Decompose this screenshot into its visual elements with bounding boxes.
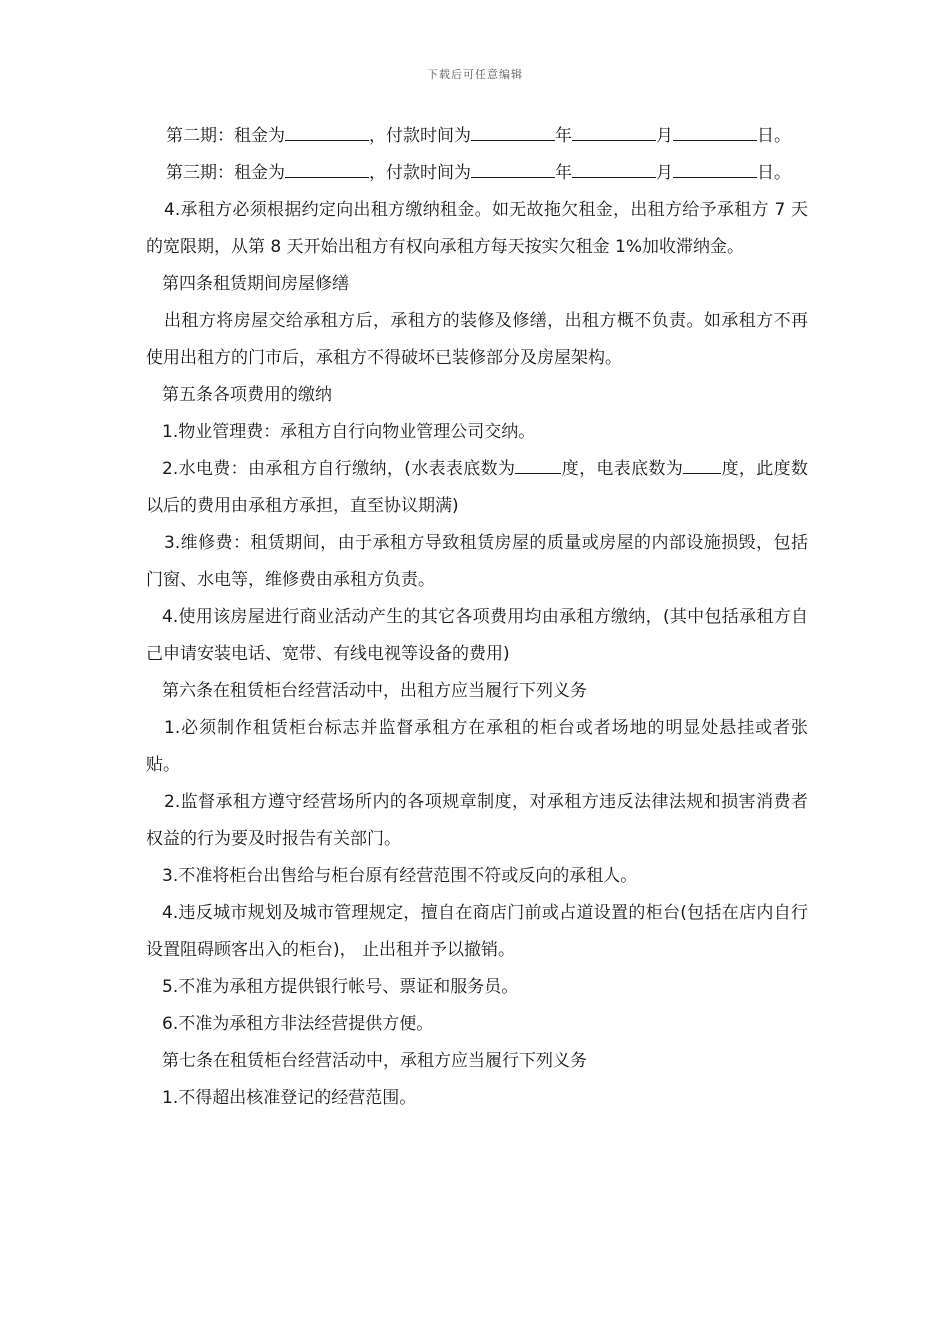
period-2-month-blank — [572, 122, 656, 141]
article-6-title: 第六条在租赁柜台经营活动中，出租方应当履行下列义务 — [162, 681, 587, 701]
period-3-day-label: 日。 — [757, 163, 791, 183]
period-3-time-label: ，付款时间为 — [369, 163, 471, 183]
fee-2-rest: 度，此度数以后的费用由承租方承担，直至协议期满) — [146, 459, 809, 516]
fee-2-power-label: 度，电表底数为 — [561, 459, 684, 479]
payment-period-2 — [146, 118, 808, 155]
period-2-year-label: 年 — [555, 126, 572, 146]
rent-late-fee-clause: 4.承租方必须根据约定向出租方缴纳租金。如无故拖欠租金，出租方给予承租方 7 天的宽限期，从第 8 天开始出租方有权向承租方每天按实欠租金 1%加收滞纳金。 — [146, 200, 808, 257]
lessor-duty-4: 4.违反城市规划及城市管理规定，擅自在商店门前或占道设置的柜台(包括在店内自行设置阻碍顾客出入的柜台)， 止出租并予以撤销。 — [146, 903, 808, 960]
fee-item-3: 3.维修费：租赁期间，由于承租方导致租赁房屋的质量或房屋的内部设施损毁，包括门窗、水电等，维修费由承租方负责。 — [146, 533, 808, 590]
period-2-rent-label: 第二期：租金为 — [166, 126, 285, 146]
document-body — [146, 118, 808, 1117]
period-2-month-label: 月 — [656, 126, 673, 146]
lessor-duty-2: 2.监督承租方遵守经营场所内的各项规章制度，对承租方违反法律法规和损害消费者权益的行为要及时报告有关部门。 — [146, 792, 808, 849]
lessor-duty-6: 6.不准为承租方非法经营提供方便。 — [162, 1014, 434, 1034]
period-3-month-blank — [572, 159, 656, 178]
period-2-year-blank — [471, 122, 555, 141]
period-2-time-label: ，付款时间为 — [369, 126, 471, 146]
fee-item-4: 4.使用该房屋进行商业活动产生的其它各项费用均由承租方缴纳，(其中包括承租方自己申请安装电话、宽带、有线电视等设备的费用) — [146, 607, 808, 664]
fee-item-2 — [146, 451, 808, 525]
lessor-duty-3: 3.不准将柜台出售给与柜台原有经营范围不符或反向的承租人。 — [162, 866, 638, 886]
period-3-rent-blank — [285, 159, 369, 178]
period-3-day-blank — [673, 159, 757, 178]
fee-item-1: 1.物业管理费：承租方自行向物业管理公司交纳。 — [162, 422, 536, 442]
period-3-year-blank — [471, 159, 555, 178]
water-meter-blank — [515, 455, 561, 474]
article-5-title: 第五条各项费用的缴纳 — [162, 385, 332, 405]
period-2-day-label: 日。 — [757, 126, 791, 146]
page-header: 下载后可任意编辑 — [427, 68, 523, 81]
article-4-title: 第四条租赁期间房屋修缮 — [162, 274, 349, 294]
lessee-obligation-1: 1.不得超出核准登记的经营范围。 — [162, 1088, 417, 1108]
power-meter-blank — [683, 455, 721, 474]
period-3-month-label: 月 — [656, 163, 673, 183]
period-2-rent-blank — [285, 122, 369, 141]
lessor-duty-5: 5.不准为承租方提供银行帐号、票证和服务员。 — [162, 977, 519, 997]
article-7-title: 第七条在租赁柜台经营活动中，承租方应当履行下列义务 — [162, 1051, 587, 1071]
article-4-body: 出租方将房屋交给承租方后，承租方的装修及修缮，出租方概不负责。如承租方不再使用出租方的门市后，承租方不得破坏已装修部分及房屋架构。 — [146, 311, 808, 368]
lessor-duty-1: 1.必须制作租赁柜台标志并监督承租方在承租的柜台或者场地的明显处悬挂或者张贴。 — [146, 718, 808, 775]
period-3-rent-label: 第三期：租金为 — [166, 163, 285, 183]
fee-2-water-label: 2.水电费：由承租方自行缴纳，(水表表底数为 — [162, 459, 516, 479]
payment-period-3 — [146, 155, 808, 192]
period-2-day-blank — [673, 122, 757, 141]
period-3-year-label: 年 — [555, 163, 572, 183]
